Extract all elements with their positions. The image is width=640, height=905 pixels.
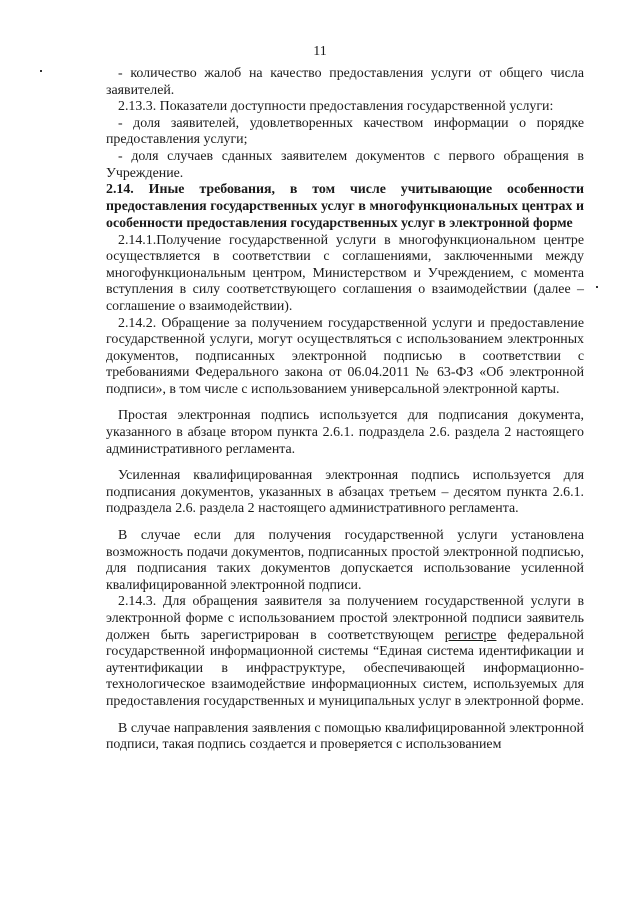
paragraph: В случае если для получения государственной услуги установлена возможность подачи документов, подписанных простой электронной подписью, для подписания таких документов допускается использование усиленной квалифицированной электронной подписи.: [106, 528, 584, 593]
text-fragment: федеральной государственной информационной системы “Единая система идентификации и аутентификации в инфраструктуре, обеспечивающей информационно-технологическое взаимодействие информационных систем, используемых для предоставления государственных и муниципальных услуг в электронной форме.: [106, 627, 584, 709]
paragraph: 2.14.1.Получение государственной услуги в многофункциональном центре осуществляется в соответствии с соглашениями, заключенными между многофункциональным центром, Министерством и Учреждением, с момента вступления в силу соответствующего соглашения о взаимодействии (далее – соглашение о взаимодействии).: [106, 232, 584, 314]
paragraph: - количество жалоб на качество предоставления услуги от общего числа заявителей.: [106, 66, 584, 98]
paragraph: 2.13.3. Показатели доступности предоставления государственной услуги:: [118, 99, 554, 115]
paragraph: - доля заявителей, удовлетворенных качеством информации о порядке предоставления услуги;: [106, 115, 584, 148]
paragraph-2-14-3: [106, 594, 584, 710]
paragraph: - доля случаев сданных заявителем документов с первого обращения в Учреждение.: [106, 148, 584, 181]
paragraph: Усиленная квалифицированная электронная подпись используется для подписания документов, указанных в абзацах третьем – десятом пункта 2.6.1. подраздела 2.6. раздела 2 настоящего административного регламента.: [106, 468, 584, 517]
paragraph: 2.14.2. Обращение за получением государственной услуги и предоставление государственной услуги, могут осуществляться с использованием электронных документов, подписанных электронной подписью в соответствии с требованиями Федерального закона от 06.04.2011 № 63-ФЗ «Об электронной подписи», в том числе с использованием универсальной электронной карты.: [106, 315, 584, 397]
paragraph: Простая электронная подпись используется для подписания документа, указанного в абзаце втором пункта 2.6.1. подраздела 2.6. раздела 2 настоящего административного регламента.: [106, 408, 584, 457]
section-heading: 2.14. Иные требования, в том числе учитывающие особенности предоставления государственных услуг в многофункциональных центрах и особенности предоставления государственных услуг в электронной форме: [106, 182, 584, 231]
page-number: 11: [313, 44, 327, 59]
underlined-term: регистре: [444, 627, 497, 643]
document-body: [106, 66, 584, 754]
scan-speck: [596, 286, 598, 288]
scan-speck: [40, 70, 42, 72]
paragraph: В случае направления заявления с помощью квалифицированной электронной подписи, такая подпись создается и проверяется с использованием: [106, 720, 584, 753]
text-fragment: 2.14.3. Для обращения заявителя за получением государственной услуги в электронной форме с использованием простой электронной подписи заявитель должен быть зарегистрирован в соответствующем: [106, 594, 584, 643]
